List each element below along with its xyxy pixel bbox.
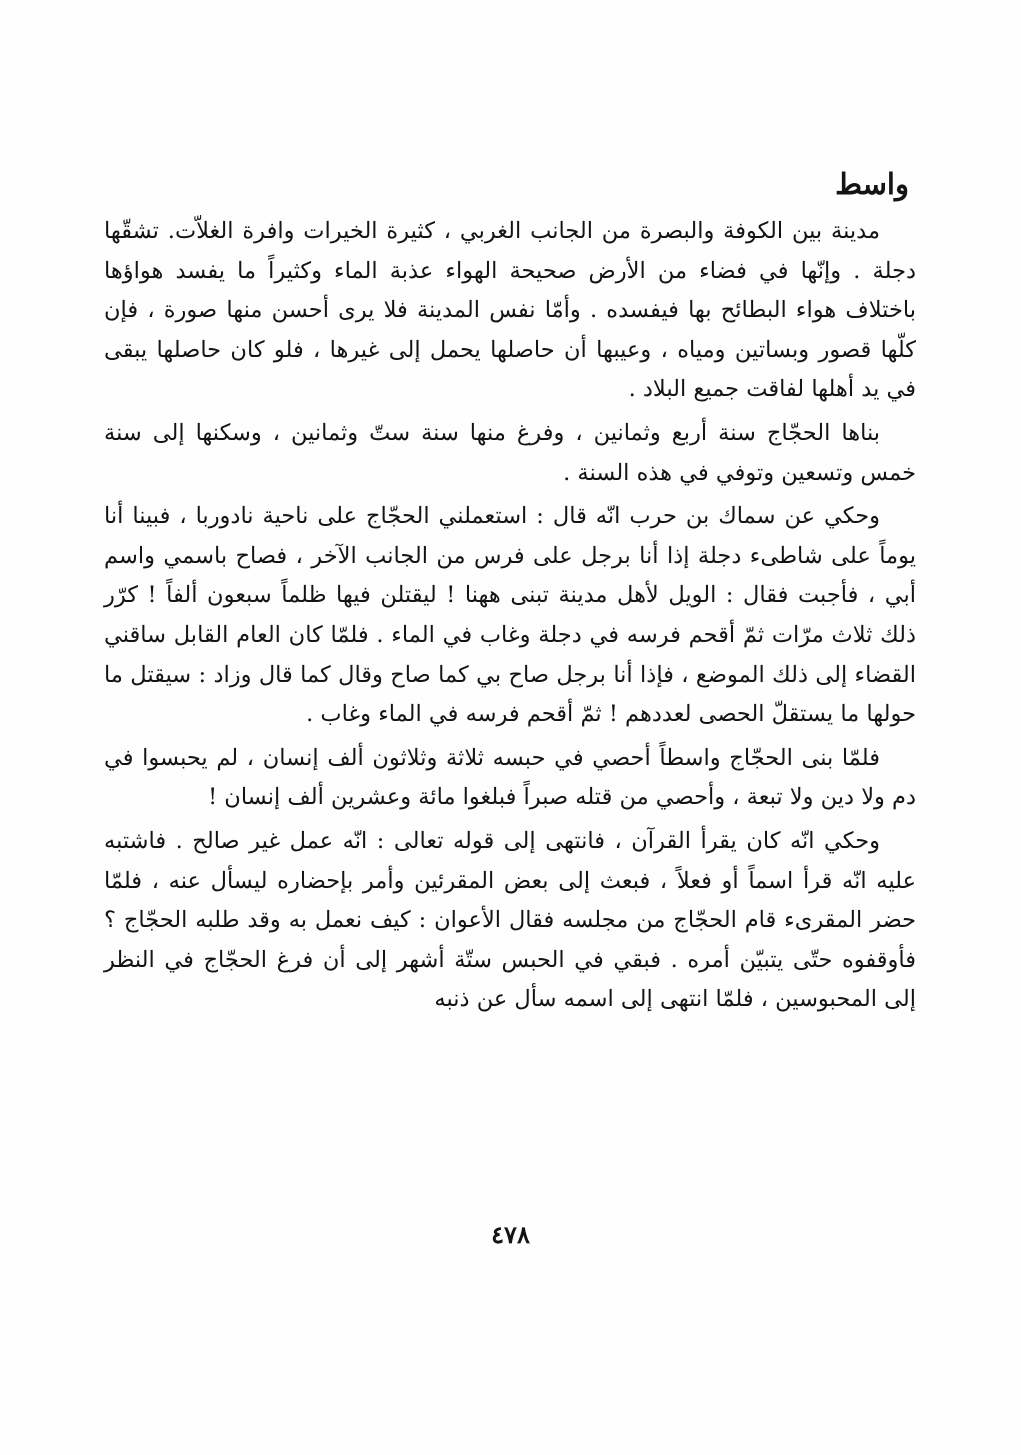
page-number: ٤٧٨ <box>491 1220 530 1249</box>
paragraph: فلمّا بنى الحجّاج واسطاً أحصي في حبسه ثلاثة وثلاثون ألف إنسان ، لم يحبسوا في دم ولا دين ولا تبعة ، وأحصي من قتله صبراً فبلغوا مائة وعشرين ألف إنسان ! <box>104 744 916 811</box>
section-heading: واسط <box>835 167 909 201</box>
body-text <box>104 212 916 1020</box>
paragraph: بناها الحجّاج سنة أربع وثمانين ، وفرغ منها سنة ستّ وثمانين ، وسكنها إلى سنة خمس وتسعين وتوفي في هذه السنة . <box>104 419 916 486</box>
paragraph: مدينة بين الكوفة والبصرة من الجانب الغربي ، كثيرة الخيرات وافرة الغلاّت. تشقّها دجلة . وإنّها في فضاء من الأرض صحيحة الهواء عذبة الماء وكثيراً ما يفسد هواؤها باختلاف هواء البطائح بها فيفسده . وأمّا نفس المدينة فلا يرى أحسن منها صورة ، فإن كلّها قصور وبساتين ومياه ، وعيبها أن حاصلها يحمل إلى غيرها ، فلو كان حاصلها يبقى في يد أهلها لفاقت جميع البلاد . <box>104 218 917 403</box>
paragraph: وحكي عن سماك بن حرب انّه قال : استعملني الحجّاج على ناحية نادوربا ، فبينا أنا يوماً على شاطىء دجلة إذا أنا برجل على فرس من الجانب الآخر ، فصاح باسمي واسم أبي ، فأجبت فقال : الويل لأهل مدينة تبنى ههنا ! ليقتلن فيها ظلماً سبعون ألفاً ! كرّر ذلك ثلاث مرّات ثمّ أقحم فرسه في دجلة وغاب في الماء . فلمّا كان العام القابل ساقني القضاء إلى ذلك الموضع ، فإذا أنا برجل صاح بي كما صاح وقال كما قال وزاد : سيقتل ما حولها ما يستقلّ الحصى لعددهم ! ثمّ أقحم فرسه في الماء وغاب . <box>104 503 916 728</box>
paragraph: وحكي انّه كان يقرأ القرآن ، فانتهى إلى قوله تعالى : انّه عمل غير صالح . فاشتبه عليه انّه قرأ اسماً أو فعلاً ، فبعث إلى بعض المقرئين وأمر بإحضاره ليسأل عنه ، فلمّا حضر المقرىء قام الحجّاج من مجلسه فقال الأعوان : كيف نعمل به وقد طلبه الحجّاج ؟ فأوقفوه حتّى يتبيّن أمره . فبقي في الحبس ستّة أشهر إلى أن فرغ الحجّاج في النظر إلى المحبوسين ، فلمّا انتهى إلى اسمه سأل عن ذنبه <box>104 827 916 1013</box>
